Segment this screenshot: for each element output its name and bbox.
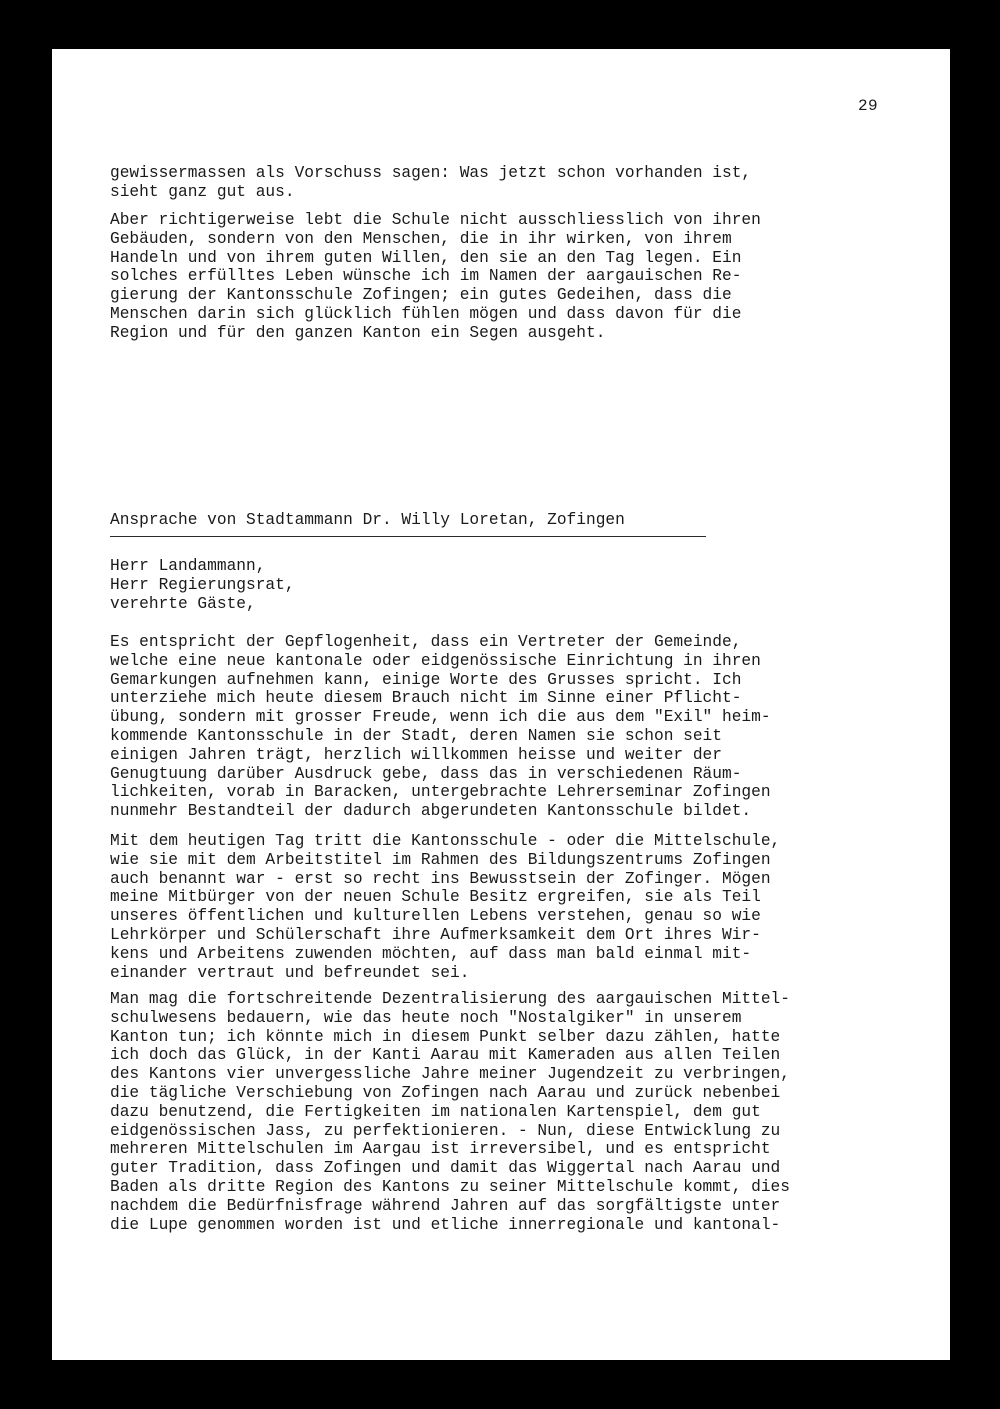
paragraph-line: schulwesens bedauern, wie das heute noch "Nostalgiker" in unserem: [110, 1008, 742, 1027]
paragraph-line: kommende Kantonsschule in der Stadt, deren Namen sie schon seit: [110, 726, 722, 745]
paragraph-line: Gebäuden, sondern von den Menschen, die in ihr wirken, von ihrem: [110, 229, 732, 248]
speech-paragraph-2: [110, 832, 910, 982]
paragraph-line: welche eine neue kantonale oder eidgenössische Einrichtung in ihren: [110, 651, 761, 670]
paragraph-line: einander vertraut und befreundet sei.: [110, 963, 470, 982]
paragraph-line: lichkeiten, vorab in Baracken, untergebrachte Lehrerseminar Zofingen: [110, 783, 771, 802]
paragraph-line: Kanton tun; ich könnte mich in diesem Punkt selber dazu zählen, hatte: [110, 1027, 781, 1046]
paragraph-line: unseres öffentlichen und kulturellen Lebens verstehen, genau so wie: [110, 907, 761, 926]
document-page: [52, 49, 950, 1360]
paragraph-line: Handeln und von ihrem guten Willen, den sie an den Tag legen. Ein: [110, 248, 742, 267]
heading-underline: [110, 536, 706, 537]
paragraph-line: Man mag die fortschreitende Dezentralisierung des aargauischen Mittel-: [110, 990, 790, 1008]
continued-paragraph: [110, 164, 910, 202]
paragraph-line: solches erfülltes Leben wünsche ich im Namen der aargauischen Re-: [110, 267, 742, 286]
paragraph-line: die tägliche Verschiebung von Zofingen nach Aarau und zurück nebenbei: [110, 1083, 781, 1102]
paragraph-line: einigen Jahren trägt, herzlich willkommen heisse und weiter der: [110, 745, 722, 764]
paragraph-line: nachdem die Bedürfnisfrage während Jahren auf das sorgfältigste unter: [110, 1196, 781, 1215]
paragraph-line: guter Tradition, dass Zofingen und damit das Wiggertal nach Aarau und: [110, 1159, 781, 1178]
paragraph-line: Genugtuung darüber Ausdruck gebe, dass das in verschiedenen Räum-: [110, 764, 742, 783]
paragraph-line: unterziehe mich heute diesem Brauch nicht im Sinne einer Pflicht-: [110, 689, 742, 708]
paragraph-line: Mit dem heutigen Tag tritt die Kantonsschule - oder die Mittelschule,: [110, 832, 781, 850]
closing-paragraph: [110, 211, 910, 343]
salutation-line: verehrte Gäste,: [110, 594, 256, 613]
speech-paragraph-1: [110, 633, 910, 821]
paragraph-line: sieht ganz gut aus.: [110, 182, 295, 201]
paragraph-line: Aber richtigerweise lebt die Schule nicht ausschliesslich von ihren: [110, 211, 761, 229]
paragraph-line: Region und für den ganzen Kanton ein Segen ausgeht.: [110, 323, 606, 342]
paragraph-line: Gemarkungen aufnehmen kann, einige Worte des Grusses spricht. Ich: [110, 670, 742, 689]
paragraph-line: auch benannt war - erst so recht ins Bewusstsein der Zofinger. Mögen: [110, 869, 771, 888]
section-heading: Ansprache von Stadtammann Dr. Willy Loretan, Zofingen: [110, 511, 625, 529]
paragraph-line: eidgenössischen Jass, zu perfektionieren. - Nun, diese Entwicklung zu: [110, 1121, 781, 1140]
page-number: 29: [858, 97, 879, 115]
paragraph-line: Baden als dritte Region des Kantons zu seiner Mittelschule kommt, dies: [110, 1177, 790, 1196]
paragraph-line: die Lupe genommen worden ist und etliche innerregionale und kantonal-: [110, 1215, 781, 1234]
paragraph-line: des Kantons vier unvergessliche Jahre meiner Jugendzeit zu verbringen,: [110, 1065, 790, 1084]
speech-paragraph-3: [110, 990, 910, 1234]
paragraph-line: gierung der Kantonsschule Zofingen; ein gutes Gedeihen, dass die: [110, 286, 732, 305]
paragraph-line: mehreren Mittelschulen im Aargau ist irreversibel, und es entspricht: [110, 1140, 771, 1159]
paragraph-line: kens und Arbeitens zuwenden möchten, auf dass man bald einmal mit-: [110, 944, 752, 963]
salutation-line: Herr Regierungsrat,: [110, 575, 295, 594]
paragraph-line: wie sie mit dem Arbeitstitel im Rahmen des Bildungszentrums Zofingen: [110, 850, 771, 869]
paragraph-line: Lehrkörper und Schülerschaft ihre Aufmerksamkeit dem Ort ihres Wir-: [110, 925, 761, 944]
paragraph-line: dazu benutzend, die Fertigkeiten im nationalen Kartenspiel, dem gut: [110, 1102, 761, 1121]
paragraph-line: ich doch das Glück, in der Kanti Aarau mit Kameraden aus allen Teilen: [110, 1046, 781, 1065]
paragraph-line: Menschen darin sich glücklich fühlen mögen und dass davon für die: [110, 304, 742, 323]
paragraph-line: gewissermassen als Vorschuss sagen: Was jetzt schon vorhanden ist,: [110, 164, 752, 182]
paragraph-line: nunmehr Bestandteil der dadurch abgerundeten Kantonsschule bildet.: [110, 802, 752, 821]
salutation: [110, 557, 910, 613]
paragraph-line: Es entspricht der Gepflogenheit, dass ein Vertreter der Gemeinde,: [110, 633, 742, 651]
paragraph-line: übung, sondern mit grosser Freude, wenn ich die aus dem "Exil" heim-: [110, 708, 771, 727]
salutation-line: Herr Landammann,: [110, 557, 266, 575]
paragraph-line: meine Mitbürger von der neuen Schule Besitz ergreifen, sie als Teil: [110, 888, 761, 907]
